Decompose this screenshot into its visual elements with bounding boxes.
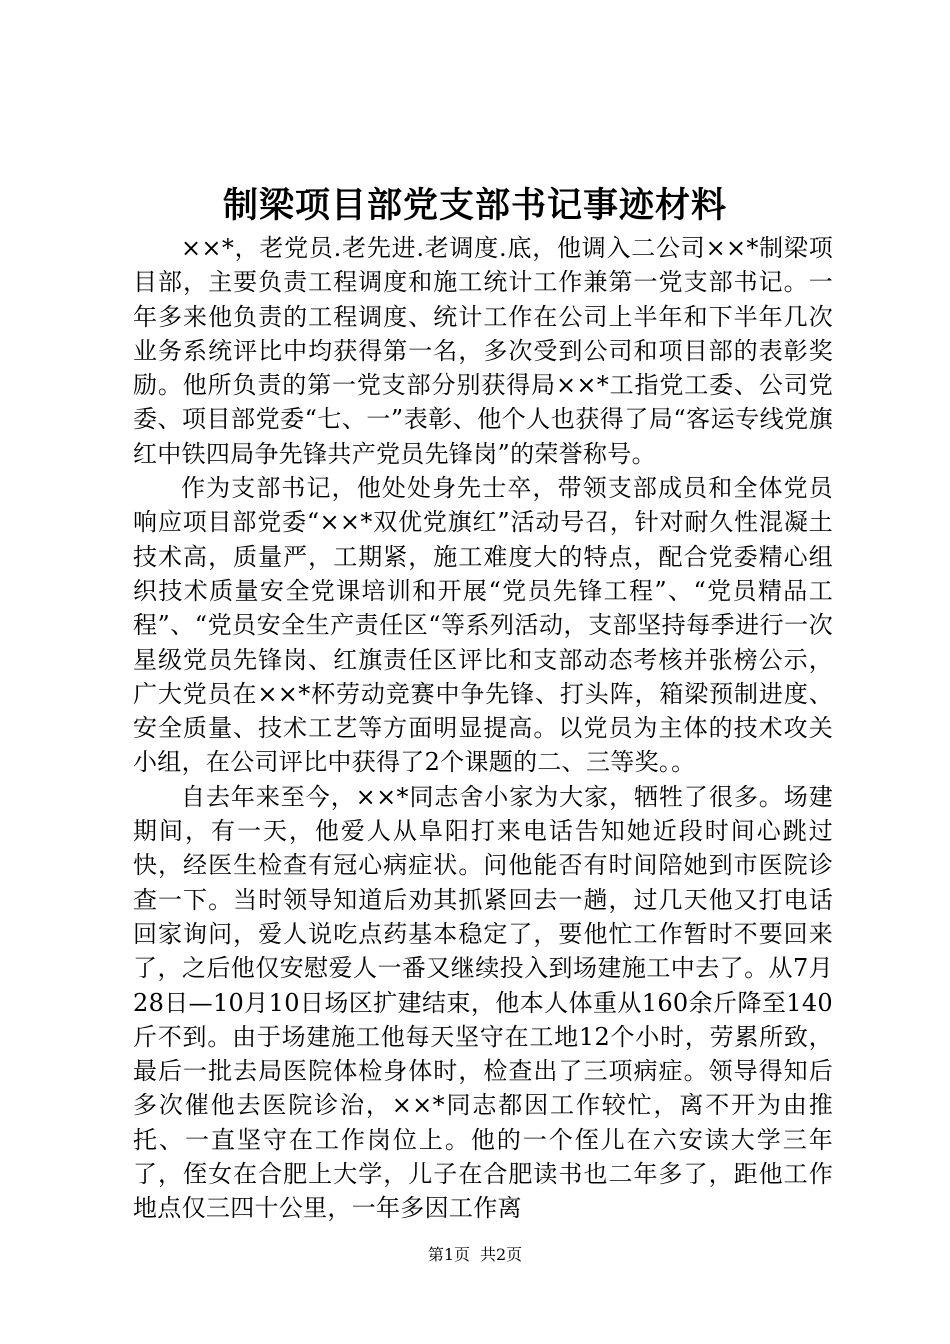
paragraph-1: ××*，老党员.老先进.老调度.底，他调入二公司××*制梁项目部，主要负责工程调度和施工统计工作兼第一党支部书记。一年多来他负责的工程调度、统计工作在公司上半年和下半年几次业务系统评比中均获得第一名，多次受到公司和项目部的表彰奖励。他所负责的第一党支部分别获得局××*工指党工委、公司党委、项目部党委“七、一”表彰、他个人也获得了局“客运专线党旗红中铁四局争先锋共产党员先锋岗”的荣誉称号。 (133, 234, 833, 468)
paragraph-3: 自去年来至今，××*同志舍小家为大家，牺牲了很多。场建期间，有一天，他爱人从阜阳打来电话告知她近段时间心跳过快，经医生检查有冠心病症状。问他能否有时间陪她到市医院诊查一下。当时领导知道后劝其抓紧回去一趟，过几天他又打电话回家询问，爱人说吃点药基本稳定了，要他忙工作暂时不要回来了，之后他仅安慰爱人一番又继续投入到场建施工中去了。从7月28日—10月10日场区扩建结束，他本人体重从160余斤降至140斤不到。由于场建施工他每天坚守在工地12个小时，劳累所致，最后一批去局医院体检身体时，检查出了三项病症。领导得知后多次催他去医院诊治，××*同志都因工作较忙，离不开为由推托、一直坚守在工作岗位上。他的一个侄儿在六安读大学三年了，侄女在合肥上大学，儿子在合肥读书也二年多了，距他工作地点仅三四十公里，一年多因工作离 (133, 782, 833, 1223)
document-body (133, 231, 833, 1226)
document-title: 制梁项目部党支部书记事迹材料 (222, 186, 727, 226)
page-number: 第1页 (427, 1245, 470, 1264)
paragraph-2: 作为支部书记，他处处身先士卒，带领支部成员和全体党员响应项目部党委“××*双优党旗红”活动号召，针对耐久性混凝土技术高，质量严，工期紧，施工难度大的特点，配合党委精心组织技术质量安全党课培训和开展“党员先锋工程”、“党员精品工程”、“党员安全生产责任区“等系列活动，支部坚持每季进行一次星级党员先锋岗、红旗责任区评比和支部动态考核并张榜公示，广大党员在××*杯劳动竞赛中争先锋、打头阵，箱梁预制进度、安全质量、技术工艺等方面明显提高。以党员为主体的技术攻关小组，在公司评比中获得了2个课题的二、三等奖。。 (133, 474, 833, 777)
page-total: 共2页 (480, 1245, 523, 1264)
page-footer (0, 1244, 950, 1266)
